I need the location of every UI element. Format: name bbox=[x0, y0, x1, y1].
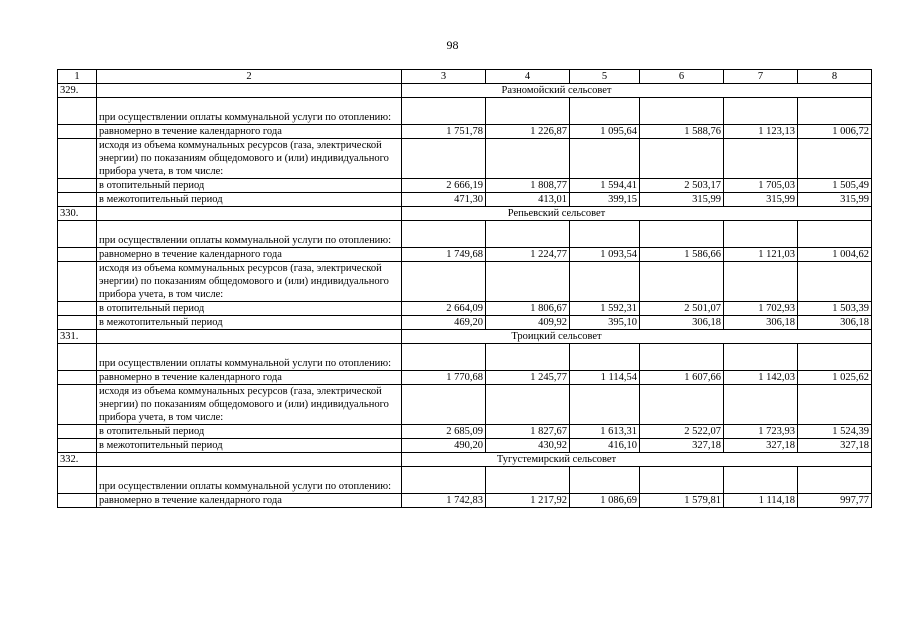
empty-cell bbox=[58, 344, 97, 371]
value-cell: 1 749,68 bbox=[402, 248, 486, 262]
row-label: при осуществлении оплаты коммунальной услуги по отоплению: bbox=[97, 221, 402, 248]
value-cell: 1 093,54 bbox=[570, 248, 640, 262]
row-number: 332. bbox=[58, 453, 97, 467]
value-cell: 1 770,68 bbox=[402, 371, 486, 385]
empty-cell bbox=[402, 344, 486, 371]
section-row bbox=[58, 84, 872, 98]
value-cell: 490,20 bbox=[402, 439, 486, 453]
value-cell: 2 666,19 bbox=[402, 179, 486, 193]
value-cell: 1 808,77 bbox=[486, 179, 570, 193]
empty-cell bbox=[570, 467, 640, 494]
row-number: 331. bbox=[58, 330, 97, 344]
value-cell: 1 613,31 bbox=[570, 425, 640, 439]
empty-cell bbox=[798, 221, 872, 248]
value-cell: 1 121,03 bbox=[724, 248, 798, 262]
empty-cell bbox=[58, 467, 97, 494]
empty-cell bbox=[58, 439, 97, 453]
table-row bbox=[58, 344, 872, 371]
empty-cell bbox=[58, 221, 97, 248]
empty-cell bbox=[486, 262, 570, 302]
value-cell: 2 685,09 bbox=[402, 425, 486, 439]
empty-cell bbox=[486, 344, 570, 371]
table-row bbox=[58, 385, 872, 425]
row-label: в межотопительный период bbox=[97, 316, 402, 330]
region-name: Троицкий сельсовет bbox=[402, 330, 872, 344]
empty-cell bbox=[724, 344, 798, 371]
empty-cell bbox=[640, 385, 724, 425]
empty-cell bbox=[97, 207, 402, 221]
value-cell: 1 592,31 bbox=[570, 302, 640, 316]
tariff-table bbox=[57, 69, 872, 508]
row-label: исходя из объема коммунальных ресурсов (газа, электрической энергии) по показаниям общедомового и (или) индивидуального прибора учета, в том числе: bbox=[97, 262, 402, 302]
section-row bbox=[58, 207, 872, 221]
value-cell: 413,01 bbox=[486, 193, 570, 207]
column-header: 4 bbox=[486, 70, 570, 84]
empty-cell bbox=[570, 262, 640, 302]
table-row bbox=[58, 193, 872, 207]
column-header: 6 bbox=[640, 70, 724, 84]
row-label: в отопительный период bbox=[97, 302, 402, 316]
empty-cell bbox=[640, 467, 724, 494]
empty-cell bbox=[570, 98, 640, 125]
value-cell: 395,10 bbox=[570, 316, 640, 330]
empty-cell bbox=[402, 221, 486, 248]
value-cell: 1 224,77 bbox=[486, 248, 570, 262]
empty-cell bbox=[640, 98, 724, 125]
region-name: Разномойский сельсовет bbox=[402, 84, 872, 98]
table-row bbox=[58, 425, 872, 439]
table-row bbox=[58, 139, 872, 179]
header-row bbox=[58, 70, 872, 84]
value-cell: 1 705,03 bbox=[724, 179, 798, 193]
empty-cell bbox=[724, 385, 798, 425]
column-header: 1 bbox=[58, 70, 97, 84]
empty-cell bbox=[798, 467, 872, 494]
value-cell: 306,18 bbox=[798, 316, 872, 330]
value-cell: 2 503,17 bbox=[640, 179, 724, 193]
value-cell: 2 664,09 bbox=[402, 302, 486, 316]
column-header: 7 bbox=[724, 70, 798, 84]
value-cell: 327,18 bbox=[798, 439, 872, 453]
value-cell: 1 827,67 bbox=[486, 425, 570, 439]
column-header: 5 bbox=[570, 70, 640, 84]
empty-cell bbox=[570, 221, 640, 248]
value-cell: 315,99 bbox=[640, 193, 724, 207]
empty-cell bbox=[798, 98, 872, 125]
value-cell: 1 503,39 bbox=[798, 302, 872, 316]
empty-cell bbox=[97, 453, 402, 467]
empty-cell bbox=[58, 139, 97, 179]
value-cell: 1 505,49 bbox=[798, 179, 872, 193]
empty-cell bbox=[58, 248, 97, 262]
empty-cell bbox=[58, 371, 97, 385]
value-cell: 471,30 bbox=[402, 193, 486, 207]
value-cell: 1 226,87 bbox=[486, 125, 570, 139]
empty-cell bbox=[58, 193, 97, 207]
value-cell: 1 114,18 bbox=[724, 494, 798, 508]
empty-cell bbox=[724, 221, 798, 248]
row-label: при осуществлении оплаты коммунальной услуги по отоплению: bbox=[97, 344, 402, 371]
empty-cell bbox=[570, 385, 640, 425]
empty-cell bbox=[58, 98, 97, 125]
value-cell: 997,77 bbox=[798, 494, 872, 508]
value-cell: 315,99 bbox=[724, 193, 798, 207]
empty-cell bbox=[58, 494, 97, 508]
row-label: равномерно в течение календарного года bbox=[97, 248, 402, 262]
empty-cell bbox=[486, 467, 570, 494]
empty-cell bbox=[402, 385, 486, 425]
table-row bbox=[58, 248, 872, 262]
row-label: равномерно в течение календарного года bbox=[97, 494, 402, 508]
empty-cell bbox=[486, 221, 570, 248]
empty-cell bbox=[402, 262, 486, 302]
empty-cell bbox=[58, 316, 97, 330]
value-cell: 327,18 bbox=[640, 439, 724, 453]
value-cell: 1 095,64 bbox=[570, 125, 640, 139]
empty-cell bbox=[724, 139, 798, 179]
row-label: исходя из объема коммунальных ресурсов (газа, электрической энергии) по показаниям общедомового и (или) индивидуального прибора учета, в том числе: bbox=[97, 139, 402, 179]
table-row bbox=[58, 439, 872, 453]
empty-cell bbox=[798, 385, 872, 425]
value-cell: 1 006,72 bbox=[798, 125, 872, 139]
empty-cell bbox=[570, 139, 640, 179]
empty-cell bbox=[640, 221, 724, 248]
column-header: 8 bbox=[798, 70, 872, 84]
empty-cell bbox=[486, 98, 570, 125]
table-row bbox=[58, 221, 872, 248]
empty-cell bbox=[570, 344, 640, 371]
empty-cell bbox=[486, 385, 570, 425]
value-cell: 469,20 bbox=[402, 316, 486, 330]
row-label: исходя из объема коммунальных ресурсов (газа, электрической энергии) по показаниям общедомового и (или) индивидуального прибора учета, в том числе: bbox=[97, 385, 402, 425]
region-name: Репьевский сельсовет bbox=[402, 207, 872, 221]
value-cell: 1 025,62 bbox=[798, 371, 872, 385]
column-header: 3 bbox=[402, 70, 486, 84]
row-label: при осуществлении оплаты коммунальной услуги по отоплению: bbox=[97, 98, 402, 125]
table-row bbox=[58, 262, 872, 302]
empty-cell bbox=[402, 467, 486, 494]
empty-cell bbox=[640, 262, 724, 302]
value-cell: 1 742,83 bbox=[402, 494, 486, 508]
row-label: равномерно в течение календарного года bbox=[97, 125, 402, 139]
value-cell: 1 588,76 bbox=[640, 125, 724, 139]
empty-cell bbox=[402, 98, 486, 125]
empty-cell bbox=[97, 84, 402, 98]
value-cell: 2 501,07 bbox=[640, 302, 724, 316]
table-row bbox=[58, 467, 872, 494]
empty-cell bbox=[58, 302, 97, 316]
value-cell: 1 586,66 bbox=[640, 248, 724, 262]
value-cell: 399,15 bbox=[570, 193, 640, 207]
table-row bbox=[58, 125, 872, 139]
row-label: в межотопительный период bbox=[97, 439, 402, 453]
table-row bbox=[58, 316, 872, 330]
value-cell: 1 142,03 bbox=[724, 371, 798, 385]
row-number: 329. bbox=[58, 84, 97, 98]
section-row bbox=[58, 330, 872, 344]
table-row bbox=[58, 179, 872, 193]
value-cell: 306,18 bbox=[640, 316, 724, 330]
value-cell: 315,99 bbox=[798, 193, 872, 207]
row-label: равномерно в течение календарного года bbox=[97, 371, 402, 385]
table-body bbox=[58, 70, 872, 508]
empty-cell bbox=[798, 139, 872, 179]
value-cell: 1 004,62 bbox=[798, 248, 872, 262]
value-cell: 1 594,41 bbox=[570, 179, 640, 193]
value-cell: 1 524,39 bbox=[798, 425, 872, 439]
region-name: Тугустемирский сельсовет bbox=[402, 453, 872, 467]
empty-cell bbox=[724, 467, 798, 494]
value-cell: 1 245,77 bbox=[486, 371, 570, 385]
table-row bbox=[58, 494, 872, 508]
value-cell: 1 579,81 bbox=[640, 494, 724, 508]
value-cell: 430,92 bbox=[486, 439, 570, 453]
empty-cell bbox=[58, 262, 97, 302]
value-cell: 1 806,67 bbox=[486, 302, 570, 316]
empty-cell bbox=[58, 125, 97, 139]
value-cell: 1 723,93 bbox=[724, 425, 798, 439]
value-cell: 1 751,78 bbox=[402, 125, 486, 139]
empty-cell bbox=[724, 98, 798, 125]
empty-cell bbox=[97, 330, 402, 344]
value-cell: 416,10 bbox=[570, 439, 640, 453]
value-cell: 1 217,92 bbox=[486, 494, 570, 508]
value-cell: 2 522,07 bbox=[640, 425, 724, 439]
value-cell: 327,18 bbox=[724, 439, 798, 453]
empty-cell bbox=[798, 262, 872, 302]
empty-cell bbox=[402, 139, 486, 179]
table-row bbox=[58, 98, 872, 125]
value-cell: 1 123,13 bbox=[724, 125, 798, 139]
empty-cell bbox=[58, 385, 97, 425]
empty-cell bbox=[798, 344, 872, 371]
empty-cell bbox=[640, 139, 724, 179]
value-cell: 1 702,93 bbox=[724, 302, 798, 316]
column-header: 2 bbox=[97, 70, 402, 84]
empty-cell bbox=[58, 425, 97, 439]
empty-cell bbox=[58, 179, 97, 193]
row-label: в отопительный период bbox=[97, 425, 402, 439]
value-cell: 306,18 bbox=[724, 316, 798, 330]
value-cell: 1 086,69 bbox=[570, 494, 640, 508]
section-row bbox=[58, 453, 872, 467]
row-label: при осуществлении оплаты коммунальной услуги по отоплению: bbox=[97, 467, 402, 494]
page-number: 98 bbox=[446, 38, 459, 52]
empty-cell bbox=[486, 139, 570, 179]
value-cell: 409,92 bbox=[486, 316, 570, 330]
row-number: 330. bbox=[58, 207, 97, 221]
value-cell: 1 607,66 bbox=[640, 371, 724, 385]
value-cell: 1 114,54 bbox=[570, 371, 640, 385]
table-row bbox=[58, 302, 872, 316]
empty-cell bbox=[640, 344, 724, 371]
empty-cell bbox=[724, 262, 798, 302]
table-row bbox=[58, 371, 872, 385]
row-label: в межотопительный период bbox=[97, 193, 402, 207]
row-label: в отопительный период bbox=[97, 179, 402, 193]
